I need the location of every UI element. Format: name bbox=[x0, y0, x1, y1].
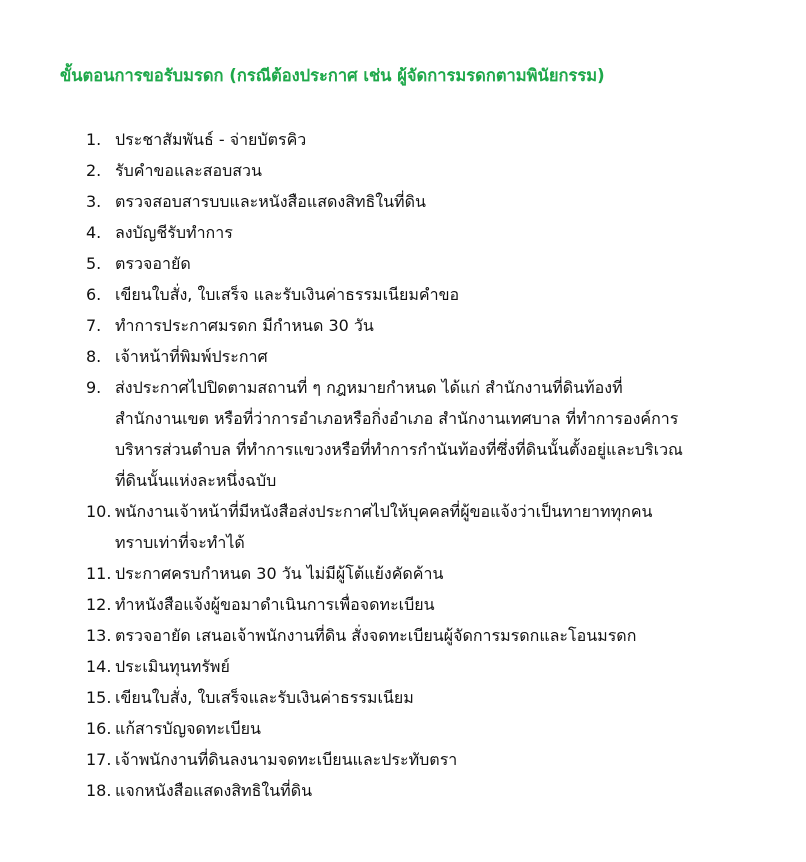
step-item bbox=[86, 310, 792, 341]
step-number: 16. bbox=[86, 719, 112, 738]
steps-list bbox=[86, 124, 792, 806]
step-number: 3. bbox=[86, 192, 102, 211]
step-text-line: เขียนใบสั่ง, ใบเสร็จ และรับเงินค่าธรรมเนียมคำขอ bbox=[115, 285, 460, 304]
step-text-line: ทำการประกาศมรดก มีกำหนด 30 วัน bbox=[115, 316, 374, 335]
step-text-line: เขียนใบสั่ง, ใบเสร็จและรับเงินค่าธรรมเนียม bbox=[115, 688, 414, 707]
step-text-line: สำนักงานเขต หรือที่ว่าการอำเภอหรือกิ่งอำเภอ สำนักงานเทศบาล ที่ทำการองค์การ bbox=[115, 409, 679, 428]
step-text bbox=[115, 310, 792, 341]
step-item bbox=[86, 496, 792, 558]
step-text bbox=[115, 651, 792, 682]
step-text-line: ประกาศครบกำหนด 30 วัน ไม่มีผู้โต้แย้งคัดค้าน bbox=[115, 564, 444, 583]
step-number: 14. bbox=[86, 657, 112, 676]
step-text-line: บริหารส่วนตำบล ที่ทำการแขวงหรือที่ทำการกำนันท้องที่ซึ่งที่ดินนั้นตั้งอยู่และบริเวณ bbox=[115, 440, 683, 459]
step-text bbox=[115, 341, 792, 372]
step-text bbox=[115, 775, 792, 806]
step-text-line: ตรวจอายัด เสนอเจ้าพนักงานที่ดิน สั่งจดทะเบียนผู้จัดการมรดกและโอนมรดก bbox=[115, 626, 637, 645]
step-text bbox=[115, 217, 792, 248]
step-item bbox=[86, 651, 792, 682]
step-number: 1. bbox=[86, 130, 102, 149]
step-number: 13. bbox=[86, 626, 112, 645]
step-text-line: แจกหนังสือแสดงสิทธิในที่ดิน bbox=[115, 781, 313, 800]
step-text-line: ส่งประกาศไปปิดตามสถานที่ ๆ กฎหมายกำหนด ได้แก่ สำนักงานที่ดินท้องที่ bbox=[115, 378, 623, 397]
step-number: 4. bbox=[86, 223, 102, 242]
step-text bbox=[115, 558, 792, 589]
step-number: 7. bbox=[86, 316, 102, 335]
step-text bbox=[115, 744, 792, 775]
step-text-line: เจ้าหน้าที่พิมพ์ประกาศ bbox=[115, 347, 268, 366]
step-text-line: แก้สารบัญจดทะเบียน bbox=[115, 719, 261, 738]
step-text bbox=[115, 279, 792, 310]
step-number: 10. bbox=[86, 502, 112, 521]
step-text bbox=[115, 155, 792, 186]
document-title: ขั้นตอนการขอรับมรดก (กรณีต้องประกาศ เช่น ผู้จัดการมรดกตามพินัยกรรม) bbox=[60, 66, 605, 85]
step-text-line: พนักงานเจ้าหน้าที่มีหนังสือส่งประกาศไปให้บุคคลที่ผู้ขอแจ้งว่าเป็นทายาททุกคน bbox=[115, 502, 653, 521]
step-text bbox=[115, 186, 792, 217]
step-text bbox=[115, 589, 792, 620]
step-text-line: รับคำขอและสอบสวน bbox=[115, 161, 262, 180]
step-item bbox=[86, 248, 792, 279]
step-text bbox=[115, 713, 792, 744]
step-item bbox=[86, 744, 792, 775]
step-number: 11. bbox=[86, 564, 112, 583]
step-number: 9. bbox=[86, 378, 102, 397]
step-item bbox=[86, 713, 792, 744]
step-item bbox=[86, 620, 792, 651]
step-item bbox=[86, 155, 792, 186]
step-text bbox=[115, 372, 792, 496]
step-text-line: ทราบเท่าที่จะทำได้ bbox=[115, 533, 245, 552]
step-number: 18. bbox=[86, 781, 112, 800]
step-item bbox=[86, 775, 792, 806]
step-number: 5. bbox=[86, 254, 102, 273]
step-item bbox=[86, 372, 792, 496]
step-item bbox=[86, 217, 792, 248]
step-text-line: เจ้าพนักงานที่ดินลงนามจดทะเบียนและประทับตรา bbox=[115, 750, 458, 769]
step-number: 15. bbox=[86, 688, 112, 707]
step-item bbox=[86, 558, 792, 589]
step-text bbox=[115, 248, 792, 279]
step-text-line: ลงบัญชีรับทำการ bbox=[115, 223, 233, 242]
step-text bbox=[115, 496, 792, 558]
step-item bbox=[86, 682, 792, 713]
step-text-line: ตรวจอายัด bbox=[115, 254, 191, 273]
step-text-line: ประเมินทุนทรัพย์ bbox=[115, 657, 230, 676]
step-number: 2. bbox=[86, 161, 102, 180]
step-number: 12. bbox=[86, 595, 112, 614]
step-number: 8. bbox=[86, 347, 102, 366]
step-text bbox=[115, 682, 792, 713]
step-text bbox=[115, 124, 792, 155]
step-item bbox=[86, 186, 792, 217]
step-text-line: ตรวจสอบสารบบและหนังสือแสดงสิทธิในที่ดิน bbox=[115, 192, 426, 211]
step-item bbox=[86, 589, 792, 620]
step-item bbox=[86, 341, 792, 372]
step-item bbox=[86, 279, 792, 310]
step-text-line: ที่ดินนั้นแห่งละหนึ่งฉบับ bbox=[115, 471, 277, 490]
step-item bbox=[86, 124, 792, 155]
step-number: 17. bbox=[86, 750, 112, 769]
step-text bbox=[115, 620, 792, 651]
step-text-line: ทำหนังสือแจ้งผู้ขอมาดำเนินการเพื่อจดทะเบียน bbox=[115, 595, 435, 614]
step-number: 6. bbox=[86, 285, 102, 304]
step-text-line: ประชาสัมพันธ์ - จ่ายบัตรคิว bbox=[115, 130, 307, 149]
